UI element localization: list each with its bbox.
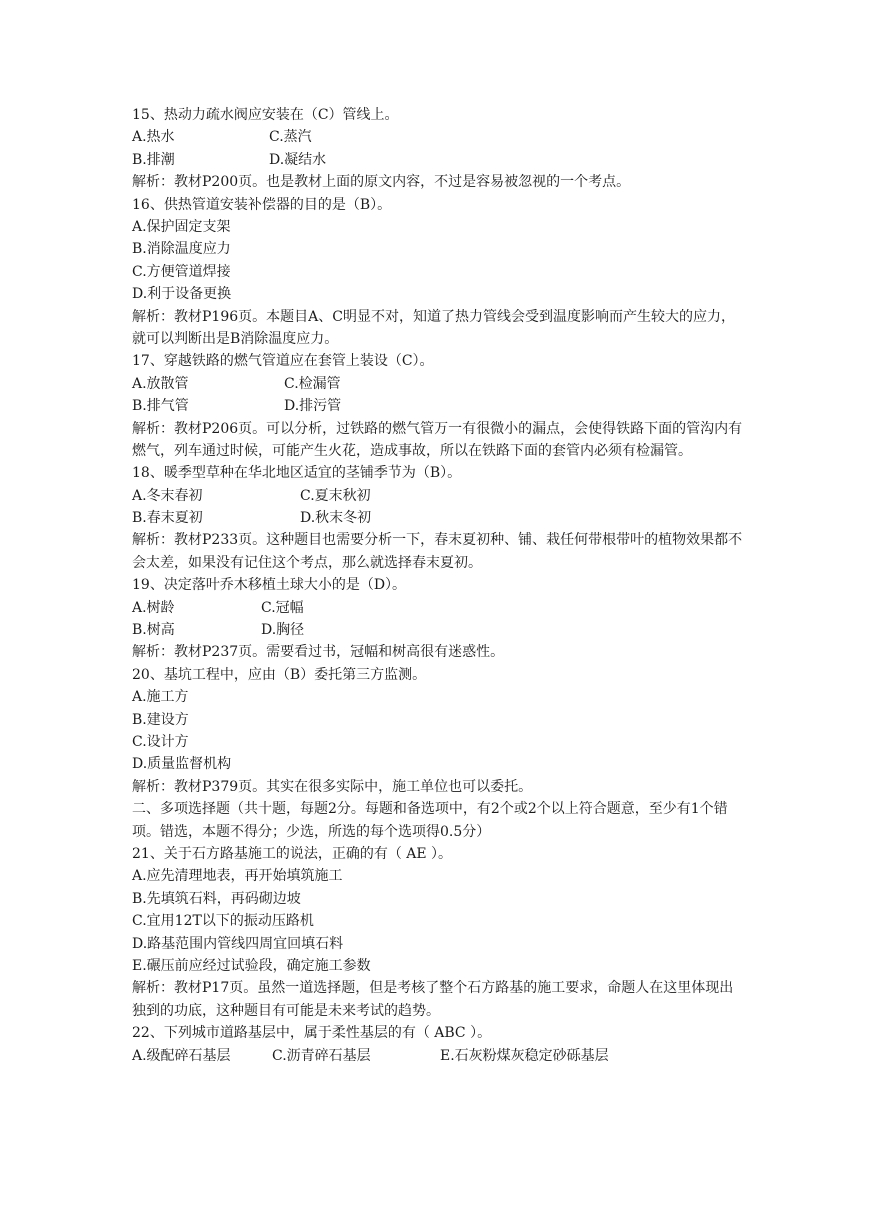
q17-analysis: 解析：教材P206页。可以分析，过铁路的燃气管万一有很微小的漏点，会使得铁路下面的管沟内有燃气，列车通过时候，可能产生火花，造成事故，所以在铁路下面的套管内必须有检漏管。 [132,420,743,459]
q19-options-row1 [132,597,744,619]
q17-options-row1 [132,373,744,395]
q18-option-d: D.秋末冬初 [300,510,372,527]
q17-options-row2 [132,395,744,417]
q18-analysis: 解析：教材P233页。这种题目也需要分析一下，春末夏初种、铺、栽任何带根带叶的植物效果都不会太差，如果没有记住这个考点，那么就选择春末夏初。 [132,532,743,571]
q20-stem: 20、基坑工程中，应由（B）委托第三方监测。 [132,666,427,683]
q21-option-e: E.碾压前应经过试验段，确定施工参数 [132,957,371,974]
q16-analysis: 解析：教材P196页。本题目A、C明显不对，知道了热力管线会受到温度影响而产生较大的应力，就可以判断出是B消除温度应力。 [132,308,735,347]
q17-option-c: C.检漏管 [284,375,341,392]
q22-option-c: C.沥青碎石基层 [272,1047,371,1064]
q16-option-c: C.方便管道焊接 [132,263,231,280]
q18-options-row2 [132,507,744,529]
q19-stem: 19、决定落叶乔木移植土球大小的是（D）。 [132,577,407,594]
q19-option-a: A.树龄 [132,599,175,616]
q19-option-d: D.胸径 [261,622,305,639]
q18-options-row1 [132,485,744,507]
q21-stem: 21、关于石方路基施工的说法，正确的有（ AE ）。 [132,846,453,863]
q16-option-a: A.保护固定支架 [132,218,231,235]
q17-option-a: A.放散管 [132,375,189,392]
q15-stem: 15、热动力疏水阀应安装在（C）管线上。 [132,107,399,123]
q15-option-b: B.排潮 [132,151,175,168]
q15-analysis: 解析：教材P200页。也是教材上面的原文内容，不过是容易被忽视的一个考点。 [132,174,631,191]
q22-stem: 22、下列城市道路基层中，属于柔性基层的有（ ABC ）。 [132,1025,492,1042]
q20-option-b: B.建设方 [132,711,189,728]
q21-option-a: A.应先清理地表，再开始填筑施工 [132,868,343,885]
q15-option-d: D.凝结水 [269,151,327,168]
q18-option-a: A.冬末春初 [132,487,203,504]
q21-option-b: B.先填筑石料，再码砌边坡 [132,890,301,907]
q18-stem: 18、暖季型草种在华北地区适宜的茎铺季节为（B）。 [132,465,462,482]
q16-option-d: D.利于设备更换 [132,286,232,303]
q17-option-b: B.排气管 [132,398,189,415]
q15-option-a: A.热水 [132,129,175,146]
q18-option-c: C.夏末秋初 [300,487,371,504]
q21-analysis: 解析：教材P17页。虽然一道选择题，但是考核了整个石方路基的施工要求，命题人在这里体现出独到的功底，这种题目有可能是未来考试的趋势。 [132,980,734,1019]
q15-option-c: C.蒸汽 [269,129,312,146]
q20-option-d: D.质量监督机构 [132,756,232,773]
q15-options-row2 [132,149,744,171]
q15-options-row1 [132,126,744,148]
section2-heading: 二、多项选择题（共十题，每题2分。每题和备选项中，有2个或2个以上符合题意，至少有1个错项。错选，本题不得分；少选，所选的每个选项得0.5分） [132,801,728,840]
q17-stem: 17、穿越铁路的燃气管道应在套管上装设（C）。 [132,353,434,370]
q21-option-c: C.宜用12T以下的振动压路机 [132,913,314,930]
q20-analysis: 解析：教材P379页。其实在很多实际中，施工单位也可以委托。 [132,778,533,795]
q22-option-a: A.级配碎石基层 [132,1047,231,1064]
q21-option-d: D.路基范围内管线四周宜回填石料 [132,935,344,952]
q19-option-c: C.冠幅 [261,599,304,616]
q16-option-b: B.消除温度应力 [132,241,231,258]
q19-option-b: B.树高 [132,622,175,639]
q18-option-b: B.春末夏初 [132,510,203,527]
q20-option-a: A.施工方 [132,689,189,706]
q22-options-row [132,1045,744,1067]
document-body [132,104,744,1067]
q17-option-d: D.排污管 [284,398,342,415]
q19-analysis: 解析：教材P237页。需要看过书，冠幅和树高很有迷惑性。 [132,644,505,661]
q19-options-row2 [132,619,744,641]
q20-option-c: C.设计方 [132,734,189,751]
q22-option-e: E.石灰粉煤灰稳定砂砾基层 [440,1047,609,1064]
q16-stem: 16、供热管道安装补偿器的目的是（B）。 [132,196,392,213]
